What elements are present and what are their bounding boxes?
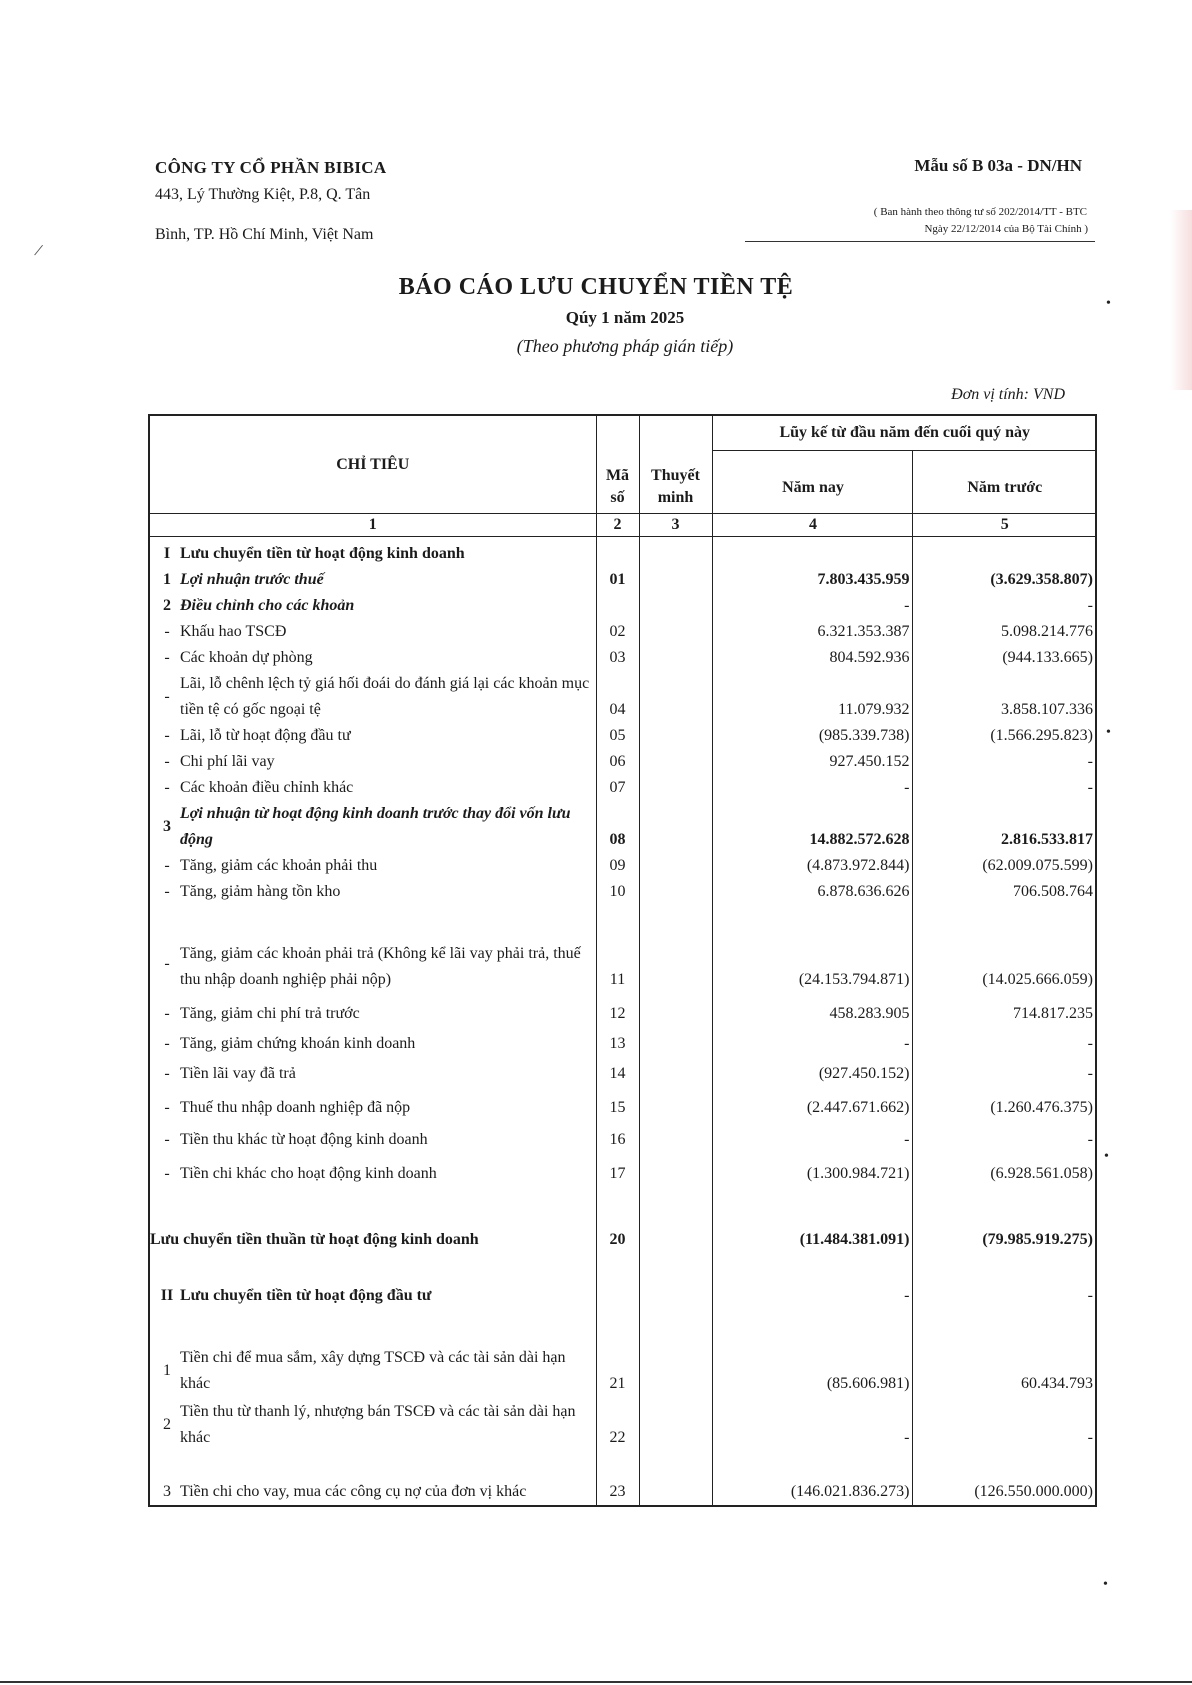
row-value-last-year: - (912, 775, 1096, 801)
row-code: 23 (596, 1451, 639, 1506)
row-value-this-year: - (712, 593, 912, 619)
table-row (149, 749, 1096, 775)
row-marker: 3 (163, 1483, 171, 1500)
row-indicator-cell (149, 801, 596, 853)
row-value-this-year: - (712, 1397, 912, 1451)
row-marker: 1 (163, 571, 171, 588)
row-note (639, 537, 712, 568)
row-code: 14 (596, 1057, 639, 1087)
row-value-last-year: (62.009.075.599) (912, 853, 1096, 879)
table-row (149, 723, 1096, 749)
row-note (639, 723, 712, 749)
header-cumulative: Lũy kế từ đầu năm đến cuối quý này (712, 415, 1096, 451)
row-value-this-year: (927.450.152) (712, 1057, 912, 1087)
row-marker: II (160, 1287, 174, 1304)
row-marker: 1 (163, 1362, 171, 1379)
table-row (149, 1027, 1096, 1057)
row-value-last-year: (1.260.476.375) (912, 1087, 1096, 1121)
row-marker: - (164, 1005, 170, 1022)
row-value-last-year: 3.858.107.336 (912, 671, 1096, 723)
report-method: (Theo phương pháp gián tiếp) (516, 336, 734, 356)
row-value-last-year: 5.098.214.776 (912, 619, 1096, 645)
table-row (149, 993, 1096, 1027)
row-marker: - (164, 753, 170, 770)
row-marker: - (164, 857, 170, 874)
row-value-this-year: 7.803.435.959 (712, 567, 912, 593)
row-indicator-cell (149, 1309, 596, 1397)
row-indicator-cell (149, 1057, 596, 1087)
row-marker: - (164, 1065, 170, 1082)
row-marker: - (164, 883, 170, 900)
row-label: Chi phí lãi vay (180, 753, 275, 770)
row-code: 13 (596, 1027, 639, 1057)
row-label: Tăng, giảm chứng khoán kinh doanh (180, 1035, 416, 1052)
row-indicator-cell (149, 775, 596, 801)
row-marker: 3 (163, 818, 171, 835)
row-code: 07 (596, 775, 639, 801)
row-value-last-year: (14.025.666.059) (912, 905, 1096, 993)
row-value-last-year: (3.629.358.807) (912, 567, 1096, 593)
row-label: Thuế thu nhập doanh nghiệp đã nộp (180, 1099, 411, 1116)
row-value-last-year: - (912, 593, 1096, 619)
table-row (149, 853, 1096, 879)
row-code: 06 (596, 749, 639, 775)
row-marker: - (164, 727, 170, 744)
company-address-line1: 443, Lý Thường Kiệt, P.8, Q. Tân (155, 186, 371, 203)
header-note: Thuyết minh (639, 415, 712, 514)
row-label: Lãi, lỗ từ hoạt động đầu tư (180, 727, 351, 744)
row-code: 10 (596, 879, 639, 905)
header-code: Mã số (596, 415, 639, 514)
row-label: Tăng, giảm các khoản phải trả (Không kể lãi vay phải trả, thuế thu nhập doanh nghiệp phải nộp) (180, 945, 581, 988)
page-bottom-edge (0, 1681, 1192, 1683)
table-row (149, 567, 1096, 593)
row-code: 09 (596, 853, 639, 879)
row-label: Các khoản điều chỉnh khác (180, 779, 354, 796)
row-note (639, 993, 712, 1027)
row-indicator-cell (149, 593, 596, 619)
row-value-this-year: 458.283.905 (712, 993, 912, 1027)
row-indicator-cell (149, 879, 596, 905)
row-label: Tăng, giảm hàng tồn kho (180, 883, 341, 900)
row-value-last-year: - (912, 749, 1096, 775)
table-row (149, 1187, 1096, 1253)
row-value-last-year: - (912, 1057, 1096, 1087)
row-indicator-cell (149, 1121, 596, 1153)
row-indicator-cell (149, 1187, 596, 1253)
row-value-last-year: - (912, 1027, 1096, 1057)
row-indicator-cell (149, 619, 596, 645)
row-code: 22 (596, 1397, 639, 1451)
row-value-this-year: (85.606.981) (712, 1309, 912, 1397)
row-note (639, 567, 712, 593)
row-label: Tiền chi cho vay, mua các công cụ nợ của đơn vị khác (180, 1483, 527, 1500)
row-note (639, 1253, 712, 1309)
company-name: CÔNG TY CỔ PHẦN BIBICA (155, 158, 387, 177)
row-label: Lưu chuyển tiền thuần từ hoạt động kinh doanh (150, 1231, 479, 1248)
row-value-this-year: - (712, 775, 912, 801)
table-row (149, 905, 1096, 993)
column-number: 2 (596, 514, 639, 537)
row-value-this-year: 6.321.353.387 (712, 619, 912, 645)
row-code: 04 (596, 671, 639, 723)
row-label: Tiền chi để mua sắm, xây dựng TSCĐ và các tài sản dài hạn khác (180, 1349, 566, 1392)
report-period: Qúy 1 năm 2025 (565, 308, 685, 327)
table-row (149, 619, 1096, 645)
row-note (639, 645, 712, 671)
row-value-last-year: - (912, 1121, 1096, 1153)
row-indicator-cell (149, 853, 596, 879)
row-code: 21 (596, 1309, 639, 1397)
row-value-this-year: 804.592.936 (712, 645, 912, 671)
row-code (596, 593, 639, 619)
table-row (149, 537, 1096, 568)
row-label: Tăng, giảm chi phí trả trước (180, 1005, 360, 1022)
row-indicator-cell (149, 1087, 596, 1121)
row-code: 17 (596, 1153, 639, 1187)
row-label: Tiền lãi vay đã trả (180, 1065, 296, 1082)
row-value-this-year: (146.021.836.273) (712, 1451, 912, 1506)
row-value-this-year: 11.079.932 (712, 671, 912, 723)
row-note (639, 879, 712, 905)
row-value-this-year: (24.153.794.871) (712, 905, 912, 993)
column-number: 4 (712, 514, 912, 537)
table-row (149, 801, 1096, 853)
row-note (639, 593, 712, 619)
row-code: 03 (596, 645, 639, 671)
row-label: Lợi nhuận trước thuế (180, 571, 324, 588)
row-value-last-year: (126.550.000.000) (912, 1451, 1096, 1506)
currency-unit: Đơn vị tính: VND (951, 386, 1065, 403)
row-note (639, 1121, 712, 1153)
row-label: Khấu hao TSCĐ (180, 623, 287, 640)
row-label: Lợi nhuận từ hoạt động kinh doanh trước thay đổi vốn lưu động (180, 805, 571, 848)
row-label: Lưu chuyển tiền từ hoạt động đầu tư (180, 1287, 432, 1304)
row-value-last-year: - (912, 1253, 1096, 1309)
row-marker: - (164, 688, 170, 705)
pen-mark-icon: / (32, 239, 45, 261)
row-code: 05 (596, 723, 639, 749)
report-title: BÁO CÁO LƯU CHUYỂN TIỀN TỆ (398, 274, 794, 300)
row-code: 16 (596, 1121, 639, 1153)
row-note (639, 1309, 712, 1397)
row-value-last-year: (79.985.919.275) (912, 1187, 1096, 1253)
table-row (149, 1309, 1096, 1397)
row-value-last-year: (1.566.295.823) (912, 723, 1096, 749)
row-indicator-cell (149, 1253, 596, 1309)
row-value-this-year: (11.484.381.091) (712, 1187, 912, 1253)
table-row (149, 645, 1096, 671)
row-marker: - (164, 955, 170, 972)
row-value-this-year: (1.300.984.721) (712, 1153, 912, 1187)
row-label: Tiền thu từ thanh lý, nhượng bán TSCĐ và các tài sản dài hạn khác (180, 1403, 576, 1446)
row-indicator-cell (149, 567, 596, 593)
row-value-this-year: 14.882.572.628 (712, 801, 912, 853)
header-indicator: CHỈ TIÊU (149, 415, 596, 514)
row-indicator-cell (149, 1397, 596, 1451)
table-row (149, 1057, 1096, 1087)
cash-flow-table (148, 414, 1097, 1507)
table-row (149, 1153, 1096, 1187)
issued-note-line1: ( Ban hành theo thông tư số 202/2014/TT - BTC (873, 206, 1087, 218)
row-indicator-cell (149, 723, 596, 749)
row-value-this-year: - (712, 1253, 912, 1309)
table-row (149, 1253, 1096, 1309)
row-marker: I (163, 545, 171, 562)
row-marker: - (164, 1035, 170, 1052)
row-code: 11 (596, 905, 639, 993)
row-note (639, 619, 712, 645)
column-number: 3 (639, 514, 712, 537)
row-code: 20 (596, 1187, 639, 1253)
row-value-last-year: - (912, 1397, 1096, 1451)
row-value-this-year: (985.339.738) (712, 723, 912, 749)
table-row (149, 593, 1096, 619)
header-this-year: Năm nay (712, 451, 912, 514)
row-note (639, 1087, 712, 1121)
row-indicator-cell (149, 645, 596, 671)
row-label: Tiền chi khác cho hoạt động kinh doanh (180, 1165, 437, 1182)
margin-dot-icon: • (1104, 1149, 1109, 1164)
row-value-this-year: - (712, 1121, 912, 1153)
row-indicator-cell (149, 537, 596, 568)
row-code: 15 (596, 1087, 639, 1121)
row-note (639, 1153, 712, 1187)
row-value-last-year: (6.928.561.058) (912, 1153, 1096, 1187)
row-value-this-year: (4.873.972.844) (712, 853, 912, 879)
row-marker: - (164, 1131, 170, 1148)
row-label: Tiền thu khác từ hoạt động kinh doanh (180, 1131, 428, 1148)
row-marker: - (164, 623, 170, 640)
row-value-last-year: (944.133.665) (912, 645, 1096, 671)
row-code: 08 (596, 801, 639, 853)
row-indicator-cell (149, 671, 596, 723)
row-note (639, 853, 712, 879)
row-note (639, 775, 712, 801)
row-value-this-year: 6.878.636.626 (712, 879, 912, 905)
row-note (639, 905, 712, 993)
row-note (639, 1027, 712, 1057)
company-address-line2: Bình, TP. Hồ Chí Minh, Việt Nam (155, 226, 374, 243)
row-indicator-cell (149, 749, 596, 775)
row-code (596, 1253, 639, 1309)
row-code: 12 (596, 993, 639, 1027)
row-value-last-year (912, 537, 1096, 568)
table-row (149, 1397, 1096, 1451)
row-code: 01 (596, 567, 639, 593)
row-note (639, 801, 712, 853)
row-note (639, 671, 712, 723)
stamp-edge-mark (1170, 210, 1192, 390)
header-last-year: Năm trước (912, 451, 1096, 514)
row-label: Điều chỉnh cho các khoản (180, 597, 355, 614)
row-note (639, 1397, 712, 1451)
row-marker: - (164, 649, 170, 666)
row-value-last-year: 2.816.533.817 (912, 801, 1096, 853)
row-marker: - (164, 1165, 170, 1182)
row-note (639, 1187, 712, 1253)
column-number: 1 (149, 514, 596, 537)
row-note (639, 1451, 712, 1506)
issued-note-underline (745, 241, 1095, 242)
row-value-last-year: 706.508.764 (912, 879, 1096, 905)
row-indicator-cell (149, 1153, 596, 1187)
row-indicator-cell (149, 993, 596, 1027)
row-label: Các khoản dự phòng (180, 649, 313, 666)
margin-dot-icon: • (1106, 296, 1111, 311)
row-value-this-year: - (712, 1027, 912, 1057)
row-marker: - (164, 1099, 170, 1116)
table-row (149, 775, 1096, 801)
row-note (639, 1057, 712, 1087)
row-marker: 2 (163, 597, 171, 614)
row-value-this-year (712, 537, 912, 568)
row-indicator-cell (149, 1027, 596, 1057)
row-marker: - (164, 779, 170, 796)
table-row (149, 1451, 1096, 1506)
margin-dot-icon: • (1103, 1577, 1108, 1592)
row-code: 02 (596, 619, 639, 645)
table-row (149, 1121, 1096, 1153)
row-marker: 2 (163, 1416, 171, 1433)
table-row (149, 1087, 1096, 1121)
column-number: 5 (912, 514, 1096, 537)
row-label: Lãi, lỗ chênh lệch tỷ giá hối đoái do đánh giá lại các khoản mục tiền tệ có gốc ngoại tệ (180, 675, 590, 718)
row-value-last-year: 714.817.235 (912, 993, 1096, 1027)
row-code (596, 537, 639, 568)
row-note (639, 749, 712, 775)
margin-dot-icon: • (1106, 725, 1111, 740)
row-indicator-cell (149, 1451, 596, 1506)
row-label: Tăng, giảm các khoản phải thu (180, 857, 378, 874)
form-code: Mẫu số B 03a - DN/HN (914, 156, 1082, 175)
row-label: Lưu chuyển tiền từ hoạt động kinh doanh (180, 545, 465, 562)
table-row (149, 671, 1096, 723)
table-row (149, 879, 1096, 905)
row-indicator-cell (149, 905, 596, 993)
row-value-this-year: 927.450.152 (712, 749, 912, 775)
row-value-this-year: (2.447.671.662) (712, 1087, 912, 1121)
row-value-last-year: 60.434.793 (912, 1309, 1096, 1397)
issued-note-line2: Ngày 22/12/2014 của Bộ Tài Chính ) (924, 223, 1088, 235)
